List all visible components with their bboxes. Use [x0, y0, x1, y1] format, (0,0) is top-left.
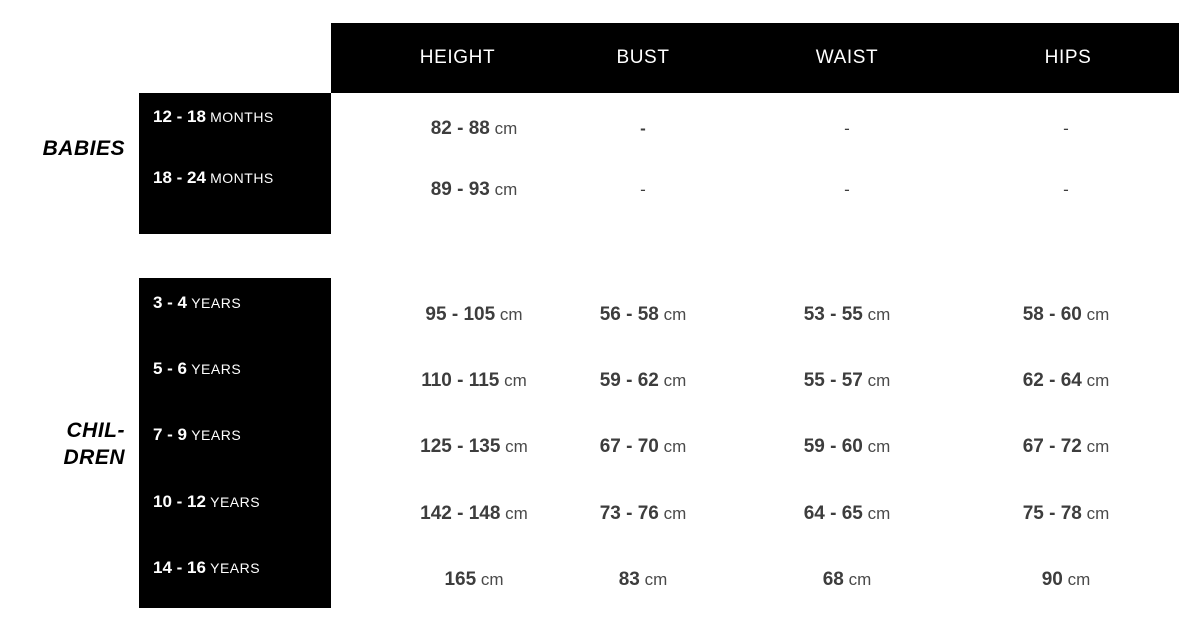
value-unit: cm [1086, 305, 1110, 324]
value-number: 53 - 55 [803, 304, 863, 325]
value-number: 55 - 57 [803, 370, 863, 391]
value-number: 67 - 72 [1022, 436, 1082, 457]
value-unit: cm [499, 305, 523, 324]
value-unit: cm [494, 119, 518, 138]
value-unit: cm [494, 180, 518, 199]
value-number: 64 - 65 [803, 503, 863, 524]
value-bust [557, 501, 729, 527]
value-waist [761, 368, 933, 394]
size-range: 5 - 6 [153, 359, 188, 378]
value-number: 56 - 58 [599, 304, 659, 325]
size-unit: YEARS [210, 494, 261, 510]
value-unit: cm [867, 371, 891, 390]
value-bust: - [640, 180, 646, 199]
value-number: 110 - 115 [421, 370, 500, 391]
column-header-bust: BUST [616, 47, 670, 68]
size-unit: YEARS [191, 361, 242, 377]
value-number: 142 - 148 [420, 503, 501, 524]
value-number: 125 - 135 [420, 436, 501, 457]
value-waist [761, 567, 933, 593]
size-range: 18 - 24 [153, 168, 206, 187]
value-hips [980, 434, 1152, 460]
value-number: 83 [618, 569, 640, 590]
value-unit: cm [663, 305, 687, 324]
value-unit: cm [504, 371, 527, 390]
value-number: 73 - 76 [599, 503, 659, 524]
value-unit: cm [663, 371, 687, 390]
size-unit: YEARS [210, 560, 261, 576]
size-label-row [139, 356, 345, 382]
value-unit: cm [505, 504, 528, 523]
size-label-row [139, 422, 345, 448]
group-label-children-line2: DREN [63, 446, 125, 469]
value-unit: cm [1067, 570, 1091, 589]
value-bust [557, 434, 729, 460]
value-number: 59 - 60 [803, 436, 863, 457]
value-unit: cm [505, 437, 528, 456]
value-waist [761, 501, 933, 527]
value-unit: cm [867, 437, 891, 456]
value-number: 165 [444, 569, 477, 590]
value-unit: cm [1086, 504, 1110, 523]
size-range: 10 - 12 [153, 492, 206, 511]
value-hips [980, 501, 1152, 527]
value-waist: - [844, 119, 850, 138]
value-waist [761, 302, 933, 328]
size-range: 3 - 4 [153, 293, 188, 312]
value-unit: cm [867, 305, 891, 324]
size-unit: MONTHS [210, 170, 274, 186]
value-hips: - [1063, 119, 1069, 138]
value-number: 89 - 93 [430, 179, 490, 200]
value-unit: cm [867, 504, 891, 523]
value-number: 90 [1041, 569, 1063, 590]
value-number: 95 - 105 [425, 304, 496, 325]
value-waist [761, 434, 933, 460]
value-unit: cm [644, 570, 668, 589]
value-unit: cm [480, 570, 504, 589]
value-hips [980, 368, 1152, 394]
size-range: 7 - 9 [153, 425, 188, 444]
value-number: 67 - 70 [599, 436, 659, 457]
value-bust [557, 567, 729, 593]
value-number: 58 - 60 [1022, 304, 1082, 325]
size-range: 12 - 18 [153, 107, 206, 126]
value-hips: - [1063, 180, 1069, 199]
value-unit: cm [1086, 371, 1110, 390]
value-number: 59 - 62 [599, 370, 659, 391]
value-number: 62 - 64 [1022, 370, 1082, 391]
group-label-children-line1: CHIL- [66, 419, 125, 442]
value-waist: - [844, 180, 850, 199]
column-header-hips: HIPS [1044, 47, 1092, 68]
value-bust [557, 368, 729, 394]
size-label-row [139, 104, 345, 130]
value-number: 68 [822, 569, 844, 590]
size-label-row [139, 290, 345, 316]
value-unit: cm [663, 504, 687, 523]
size-range: 14 - 16 [153, 558, 206, 577]
size-label-row [139, 489, 345, 515]
value-unit: cm [848, 570, 872, 589]
value-hips [980, 567, 1152, 593]
value-bust [557, 302, 729, 328]
value-unit: cm [1086, 437, 1110, 456]
size-unit: YEARS [191, 427, 242, 443]
column-header-waist: WAIST [815, 47, 879, 68]
value-bust: - [640, 119, 646, 138]
value-hips [980, 302, 1152, 328]
size-unit: YEARS [191, 295, 242, 311]
size-label-row [139, 555, 345, 581]
value-unit: cm [663, 437, 687, 456]
value-number: 82 - 88 [430, 118, 490, 139]
size-label-row [139, 165, 345, 191]
group-label-babies: BABIES [42, 137, 125, 160]
column-header-height: HEIGHT [419, 47, 496, 68]
value-number: 75 - 78 [1022, 503, 1082, 524]
size-unit: MONTHS [210, 109, 274, 125]
